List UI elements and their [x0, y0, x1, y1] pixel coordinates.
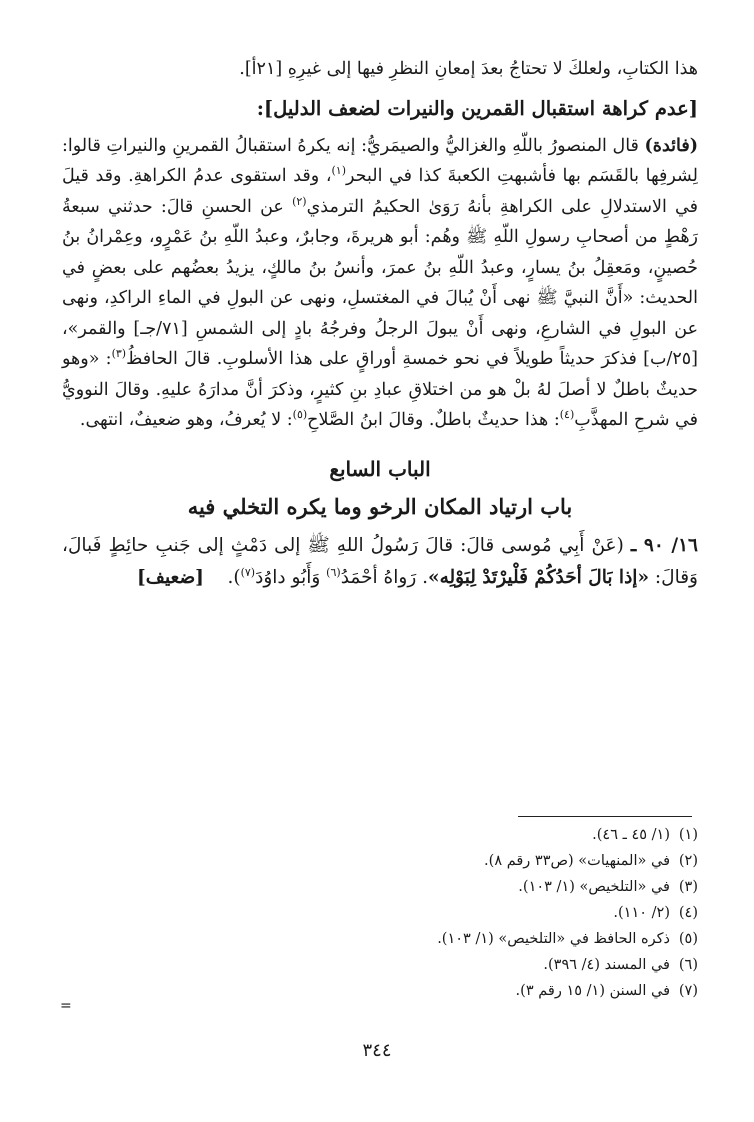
footnote-ref-4: (٤): [559, 408, 575, 422]
footnote-ref-3: (٣): [111, 347, 127, 361]
footnote-item: (٧)في السنن (١/ ١٥ رقم ٣).: [515, 983, 698, 999]
hadith-quote: «إذا بَالَ أحَدُكُمْ فَلْيرْتَدْ لِبَوْلِه»: [428, 566, 650, 588]
section-heading: [عدم كراهة استقبال القمرين والنيرات لضعف الدليل]:: [256, 96, 698, 120]
hadith-grade: [ضعيف]: [137, 566, 204, 588]
footnote-ref-7: (٧): [240, 565, 256, 579]
footnote-item: (٢)في «المنهيات» (ص٣٣ رقم ٨).: [484, 853, 698, 869]
footnote-item: (٤)(٢/ ١١٠).: [613, 905, 698, 921]
page-number: ٣٤٤: [362, 1040, 392, 1061]
footnote-item: (٣)في «التلخيص» (١/ ١٠٣).: [518, 879, 698, 895]
page-body: [62, 54, 698, 594]
hadith-number: ١٦/ ٩٠ ـ: [630, 534, 698, 556]
footnote-divider: [518, 816, 692, 817]
benefit-paragraph: (فائدة) قال المنصورُ باللّهِ والغزاليُّ والصيمَريُّ: إنه يكرهُ استقبالُ القمرينِ والنيراتِ قالوا: لِشرفِها بالقَسَم بها فأشبهتِ الكعبةَ كذا في البحر$^{(١)}$، وقد استقوى عدمُ الكراهةِ. وقد قيلَ في الاستدلالِ على الكراهةِ بأنهُ رَوَىٰ الحكيمُ الترمذي$^{(٢)}$ عن الحسنِ قالَ: حدثني سبعةُ رَهْطٍ من أصحابِ رسولِ اللّهِ ﷺ وهُم: أبو هريرةَ، وجابرٌ، وعبدُ اللّهِ بنُ عَمْرٍو، وعِمْرانُ بنُ حُصينٍ، ومَعقِلُ بنُ يسارٍ، وعبدُ اللّهِ بنُ عمرَ، وأنسُ بنُ مالكٍ، يزيدُ بعضُهم على بعضٍ في الحديث: «أَنَّ النبيَّ ﷺ نهى أَنْ يُبالَ في المغتسلِ، ونهى عن البولِ في الماءِ الراكدِ، ونهى عن البولِ في الشارعِ، ونهى أَنْ يبولَ الرجلُ وفرجُهُ بادٍ إلى الشمسِ [٧١/جـ] والقمر»، [٢٥/ب] فذكرَ حديثاً طويلاً في نحو خمسةِ أوراقٍ على هذا الأسلوبِ. قالَ الحافظُ$^{(٣)}$: «وهو حديثٌ باطلٌ لا أصلَ لهُ بلْ هو من اختلاقِ عبادِ بنِ كثيرٍ، وذكرَ أنَّ مدارَهُ عليهِ. وقالَ النوويُّ في شرحِ المهذَّبِ$^{(٤)}$: هذا حديثٌ باطلٌ. وقالَ ابنُ الصَّلاحِ$^{(٥)}$: لا يُعرفُ، وهو ضعيفٌ، انتهى.: [62, 135, 699, 430]
benefit-label: (فائدة): [644, 135, 698, 156]
footnote-item: (١)(١/ ٤٥ ـ ٤٦).: [592, 827, 698, 843]
intro-paragraph: هذا الكتابِ، ولعلكَ لا تحتاجُ بعدَ إمعانِ النظرِ فيها إلى غيرِهِ [٢١أ].: [239, 59, 698, 79]
footnotes-block: [62, 822, 698, 1004]
hadith-paragraph: ١٦/ ٩٠ ـ (عَنْ أَبِي مُوسى قالَ: قالَ رَسُولُ اللهِ ﷺ إلى دَمْثٍ إلى جَنبِ حائِطٍ فَبالَ، وَقالَ: «إذا بَالَ أحَدُكُمْ فَلْيرْتَدْ لِبَوْلِه». رَواهُ أحْمَدُ$^{(٦)}$ وَأَبُو داوُدَ$^{(٧)}$). [ضعيف]: [62, 534, 698, 588]
footnote-ref-6: (٦): [326, 565, 341, 579]
footnote-ref-5: (٥): [292, 408, 308, 422]
chapter-title: الباب السابع: [329, 456, 431, 481]
footnote-ref-1: (١): [331, 164, 346, 178]
footnote-ref-2: (٢): [292, 194, 307, 208]
continuation-mark: =: [60, 998, 72, 1014]
footnote-item: (٥)ذكره الحافظ في «التلخيص» (١/ ١٠٣).: [437, 931, 698, 947]
footnote-item: (٦)في المسند (٤/ ٣٩٦).: [543, 957, 698, 973]
chapter-subtitle: باب ارتياد المكان الرخو وما يكره التخلي فيه: [187, 493, 573, 519]
